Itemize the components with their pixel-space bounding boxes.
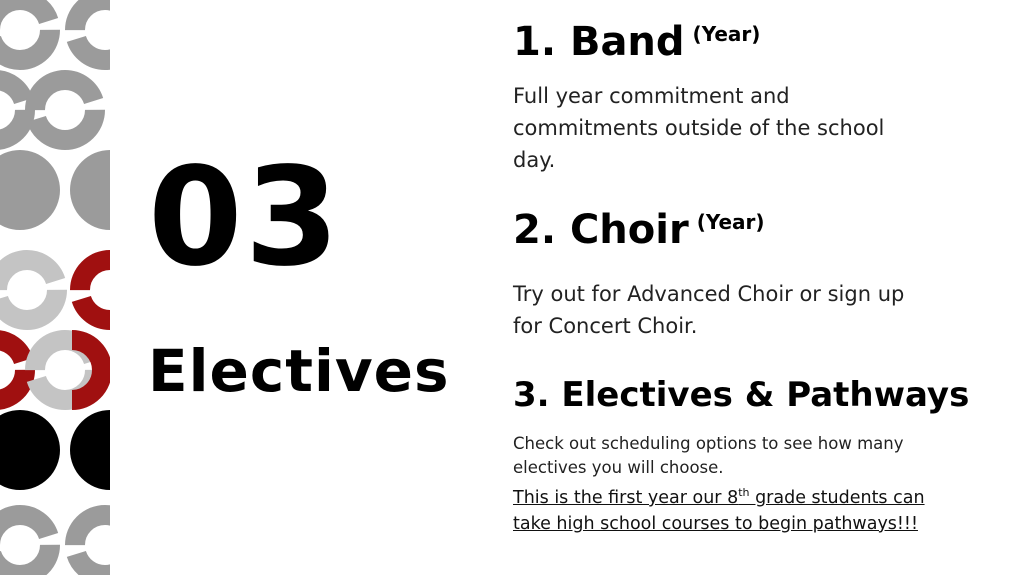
pattern-row-3 xyxy=(0,150,110,230)
gray-ring xyxy=(75,515,110,575)
gray-ring xyxy=(75,0,110,60)
pattern-row-6 xyxy=(0,410,110,490)
choir-duration-tag: (Year) xyxy=(696,209,765,234)
electives-pathways-item xyxy=(513,375,970,537)
gray-ring xyxy=(35,80,95,140)
red-ring xyxy=(0,340,25,400)
black-dot xyxy=(70,410,110,490)
choir-title: 2. Choir xyxy=(513,207,689,253)
gray-dot xyxy=(0,150,60,230)
gray-ring xyxy=(0,80,25,140)
band-duration-tag: (Year) xyxy=(692,21,761,46)
band-description: Full year commitment and commitments outside of the school day. xyxy=(513,84,885,172)
band-item xyxy=(513,19,913,176)
red-ring xyxy=(80,260,110,320)
decorative-circle-pattern xyxy=(0,0,110,575)
pathways-note-superscript: th xyxy=(738,486,750,499)
gray-ring xyxy=(0,515,50,575)
pathways-note-end: grade students can take high school courses to begin pathways!!! xyxy=(513,487,925,534)
pattern-row-4 xyxy=(0,260,110,320)
pattern-row-2 xyxy=(0,80,95,140)
band-heading xyxy=(513,19,913,65)
electives-pathways-description: Check out scheduling options to see how many electives you will choose. xyxy=(513,434,904,477)
gray-dot xyxy=(70,150,110,230)
pathways-note-start: This is the first year our 8 xyxy=(513,487,739,508)
pathways-note xyxy=(513,480,933,537)
section-title: Electives xyxy=(148,337,450,405)
choir-description: Try out for Advanced Choir or sign up for Concert Choir. xyxy=(513,282,905,338)
band-title: 1. Band xyxy=(513,19,685,65)
choir-heading xyxy=(513,207,913,253)
black-dot xyxy=(0,410,60,490)
choir-item xyxy=(513,207,913,342)
electives-pathways-title: 3. Electives & Pathways xyxy=(513,375,970,415)
light-gray-ring xyxy=(0,260,57,320)
pattern-row-7 xyxy=(0,515,110,575)
pattern-row-5 xyxy=(0,340,102,400)
section-number: 03 xyxy=(148,139,342,297)
pattern-row-1 xyxy=(0,0,110,60)
gray-ring xyxy=(0,0,50,60)
